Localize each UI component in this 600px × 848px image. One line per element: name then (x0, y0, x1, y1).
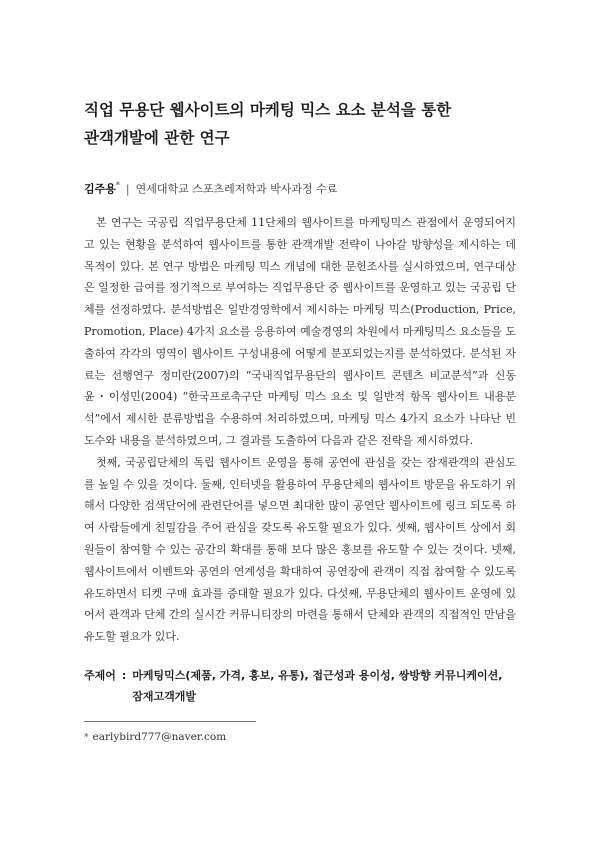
author-footnote-mark: * (115, 181, 120, 190)
abstract-paragraph-1: 본 연구는 국공립 직업무용단체 11단체의 웹사이트를 마케팅믹스 관점에서 운영되어지고 있는 현황을 분석하여 웹사이트를 통한 관객개발 전략이 나아갈 방향성을 제시하는 데 목적이 있다. 본 연구 방법은 마케팅 믹스 개념에 대한 문헌조사를 실시하였으며, 연구대상은 일정한 급여를 정기적으로 부여하는 직업무용단 중 웹사이트를 운영하고 있는 국공립 단체를 선정하였다. 분석방법은 일반경영학에서 제시하는 마케팅 믹스(Production, Price, Promotion, Place) 4가지 요소를 응용하여 예술경영의 차원에서 마케팅믹스 요소들을 도출하여 각각의 영역이 웹사이트 구성내용에 어떻게 분포되었는지를 분석하였다. 분석된 자료는 선행연구 정미란(2007)의 “국내직업무용단의 웹사이트 콘텐츠 비교분석”과 신동윤・이성민(2004) “한국프로축구단 마케팅 믹스 요소 및 일반적 항목 웹사이트 내용분석”에서 제시한 분류방법을 수용하여 처리하였으며, 마케팅 믹스 4가지 요소가 나타난 빈도수와 내용을 분석하였으며, 그 결과를 도출하여 다음과 같은 전략을 제시하였다. (84, 216, 516, 447)
author-name: 김주용 (84, 182, 116, 196)
footnote-email: earlybird777@naver.com (92, 731, 227, 743)
keywords-colon: : (121, 669, 127, 682)
title-line-1: 직업 무용단 웹사이트의 마케팅 믹스 요소 분석을 통한 (84, 101, 452, 119)
keywords (84, 665, 516, 707)
abstract (84, 212, 516, 648)
abstract-paragraph-2: 첫째, 국공립단체의 독립 웹사이트 운영을 통해 공연에 관심을 갖는 잠재관객의 관심도를 높일 수 있을 것이다. 둘째, 인터넷을 활용하여 무용단체의 웹사이트 방문을 유도하기 위해서 다양한 검색단어에 관련단어를 넣으면 최대한 많이 공연단 웹사이트에 링크 되도록 하여 사람들에게 친밀감을 주어 관심을 갖도록 유도할 필요가 있다. 셋째, 웹사이트 상에서 회원들이 참여할 수 있는 공간의 확대를 통해 보다 많은 홍보를 유도할 수 있는 것이다. 넷째, 웹사이트에서 이벤트와 공연의 연계성을 확대하여 공연장에 관객이 직접 참여할 수 있도록 유도하면서 티켓 구매 효과를 증대할 필요가 있다. 다섯째, 무용단체의 웹사이트 운영에 있어서 관객과 단체 간의 실시간 커뮤니티장의 마련을 통해서 단체와 관객의 직접적인 만남을 유도할 필요가 있다. (84, 455, 516, 644)
footnote-mark: * (84, 733, 89, 743)
footnote (84, 729, 226, 746)
footnote-divider (84, 721, 256, 722)
keywords-label: 주제어 (84, 669, 116, 682)
author-separator: | (125, 182, 130, 196)
author-affiliation: 연세대학교 스포츠레저학과 박사과정 수료 (135, 182, 338, 196)
author-line (84, 178, 524, 198)
title-line-2: 관객개발에 관한 연구 (84, 129, 230, 147)
keywords-text: 마케팅믹스(제품, 가격, 홍보, 유통), 접근성과 용이성, 쌍방향 커뮤니케이션, 잠재고객개발 (132, 669, 503, 703)
paper-title (84, 96, 524, 152)
